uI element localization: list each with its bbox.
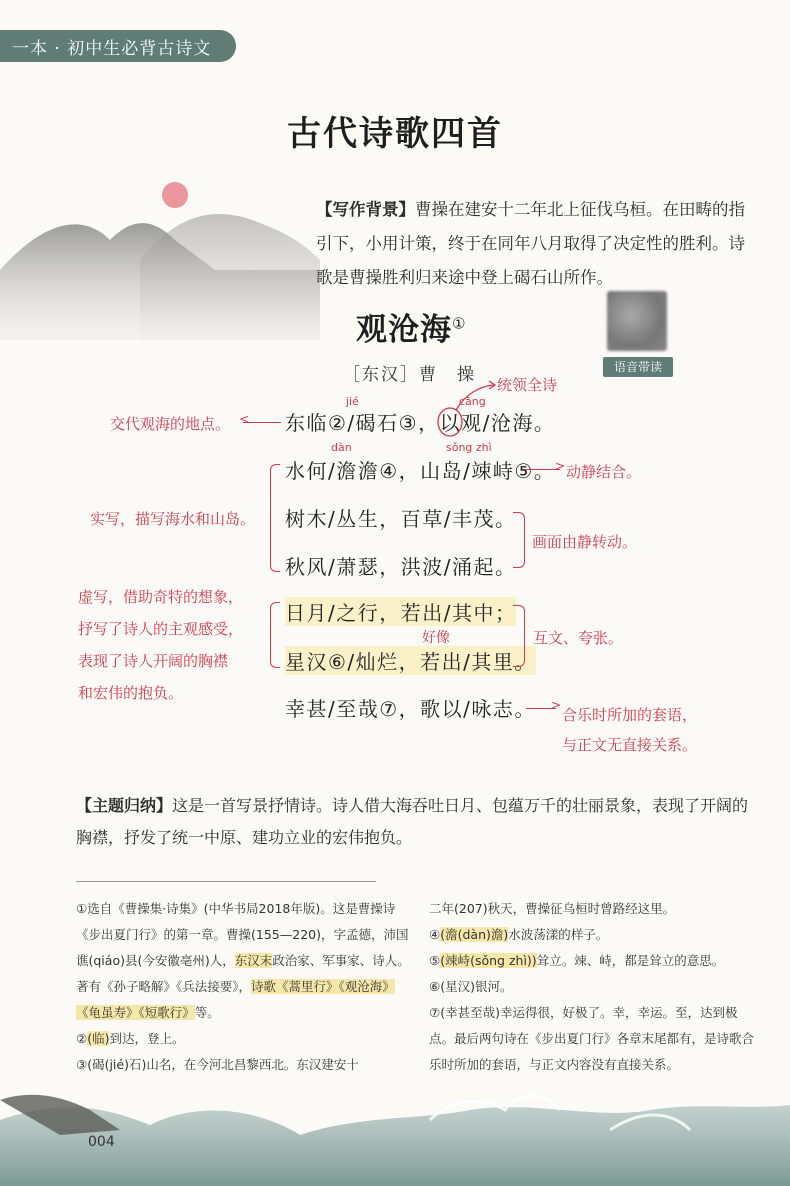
- pinyin-jie: jié: [346, 395, 359, 408]
- poem-line: 东临②/碣石③，以观/沧海。: [285, 411, 556, 435]
- bracket-right-motion: [513, 512, 525, 568]
- tonglin-arrow: [436, 378, 500, 438]
- footnote-text: ⑤: [429, 953, 441, 968]
- pinyin-cang: cāng: [459, 395, 486, 408]
- poem-line: 星汉⑥/灿烂，若出/其里。: [285, 646, 536, 675]
- theme-body: 这是一首写景抒情诗。诗人借大海吞吐日月、包蕴万千的壮丽景象，表现了开阔的胸襟，抒发了统一中原、建功立业的宏伟抱负。: [76, 796, 749, 847]
- annotation-haoxiang: 好像: [422, 630, 450, 646]
- footnote-item: [76, 896, 410, 1026]
- poem-line: 秋风/萧瑟，洪波/涌起。: [285, 555, 517, 579]
- footnote-item: [429, 1000, 759, 1078]
- annotation-place: 交代观海的地点。: [110, 415, 231, 433]
- page-title: 古代诗歌四首: [287, 114, 503, 154]
- footnote-item: [76, 1052, 410, 1078]
- footnote-highlight: (竦峙(sǒng zhì)): [440, 953, 537, 968]
- poem-line: 日月/之行，若出/其中；: [285, 597, 516, 626]
- poem-title-text: 观沧海: [356, 312, 452, 348]
- header-text: 一本 · 初中生必背古诗文: [12, 39, 212, 59]
- poem-line: 水何/澹澹④，山岛/竦峙⑤。: [285, 459, 556, 483]
- footnotes-left: [76, 896, 410, 1078]
- footnote-text: 二年(207)秋天，曹操征乌桓时曾路经这里。: [429, 901, 676, 916]
- footnote-item: [429, 922, 759, 948]
- arrow-right-head: >: [551, 698, 562, 712]
- background-tag: 【写作背景】: [316, 200, 415, 219]
- theme-tag: 【主题归纳】: [76, 796, 173, 815]
- footnote-item: [429, 948, 759, 974]
- footnote-highlight: (澹(dàn)澹): [440, 927, 509, 942]
- footnote-text: ②: [76, 1031, 88, 1046]
- background-body: 曹操在建安十二年北上征伐乌桓。在田畴的指引下，小用计策，终于在同年八月取得了决定性的胜利。诗歌是曹操胜利归来途中登上碣石山所作。: [316, 200, 745, 287]
- bracket-left-realistic: [270, 464, 280, 572]
- footnote-text: ③(碣(jié)石)山名，在今河北昌黎西北。东汉建安十: [76, 1057, 359, 1072]
- footnote-item: [76, 1026, 410, 1052]
- annotation-dongjing: 动静结合。: [566, 463, 642, 481]
- theme-summary: [76, 790, 756, 854]
- poem-title-footnote: ①: [452, 314, 467, 333]
- footnote-text: ⑦(幸甚至哉)幸运得很，好极了。幸，幸运。至，达到极点。最后两句诗在《步出夏门行》各章末尾都有，是诗歌合乐时所加的套语，与正文内容没有直接关系。: [429, 1005, 755, 1072]
- annotation-taoyu-line: 合乐时所加的套语，: [562, 706, 698, 724]
- footnote-divider: [76, 881, 376, 882]
- annotation-shixie: 实写，描写海水和山岛。: [90, 510, 256, 528]
- writing-background: [316, 193, 756, 295]
- footnotes-right: [429, 896, 759, 1078]
- annotation-xuxie-line: 表现了诗人开阔的胸襟: [78, 652, 229, 670]
- footnote-text: 等。: [194, 1005, 220, 1020]
- footnote-text: 政治家、军事家、诗人。著有《孙子略解》《兵法接要》，: [76, 953, 410, 994]
- poem-line: 幸甚/至哉⑦，歌以/咏志。: [285, 697, 536, 721]
- annotation-xuxie-line: 抒写了诗人的主观感受，: [78, 620, 244, 638]
- pinyin-songzhi: sǒng zhì: [446, 441, 492, 454]
- annotation-taoyu: [562, 700, 697, 760]
- bracket-left-imaginary: [270, 602, 280, 668]
- footnote-item: [429, 896, 759, 922]
- poem-line: 树木/丛生，百草/丰茂。: [285, 507, 517, 531]
- bracket-right-huwen: [513, 605, 525, 667]
- poem-title: [356, 304, 466, 349]
- footnote-highlight: (临): [87, 1031, 110, 1046]
- pinyin-dan: dàn: [331, 441, 352, 454]
- mountain-illustration: [0, 150, 320, 340]
- page-number: 004: [88, 1134, 115, 1150]
- qr-code-icon[interactable]: [607, 291, 667, 351]
- wave-illustration: [0, 1080, 790, 1186]
- footnote-text: ⑥(星汉)银河。: [429, 979, 513, 994]
- footnote-text: ①选自《曹操集·诗集》(中华书局2018年版)。这是曹操诗《步出夏门行》的第一章。曹操(155—220)，字孟德，沛国谯(qiáo)县(今安徽亳州)人，: [76, 901, 409, 968]
- footnote-text: 水波荡漾的样子。: [508, 927, 609, 942]
- footnote-text: ④: [429, 927, 441, 942]
- footnote-item: [429, 974, 759, 1000]
- arrow-right-head: >: [555, 459, 566, 473]
- annotation-huamian: 画面由静转动。: [532, 533, 638, 551]
- audio-reading-label[interactable]: 语音带读: [603, 357, 673, 377]
- annotation-taoyu-line: 与正文无直接关系。: [562, 736, 698, 754]
- annotation-xuxie-line: 虚写，借助奇特的想象，: [78, 588, 244, 606]
- annotation-huwen: 互文、夸张。: [533, 629, 624, 647]
- annotation-tonglin: 统领全诗: [497, 376, 558, 394]
- footnote-highlight: 诗歌《蒿里行》《观沧海》《龟虽寿》《短歌行》: [76, 979, 395, 1020]
- footnote-text: 耸立。竦、峙，都是耸立的意思。: [536, 953, 725, 968]
- footnote-highlight: 东汉末: [234, 953, 273, 968]
- arrow-left-head: <: [239, 412, 250, 426]
- annotation-xuxie: [78, 581, 243, 709]
- footnote-text: 到达，登上。: [109, 1031, 185, 1046]
- poem-author: ［东汉］曹 操: [343, 365, 476, 385]
- annotation-xuxie-line: 和宏伟的抱负。: [78, 684, 184, 702]
